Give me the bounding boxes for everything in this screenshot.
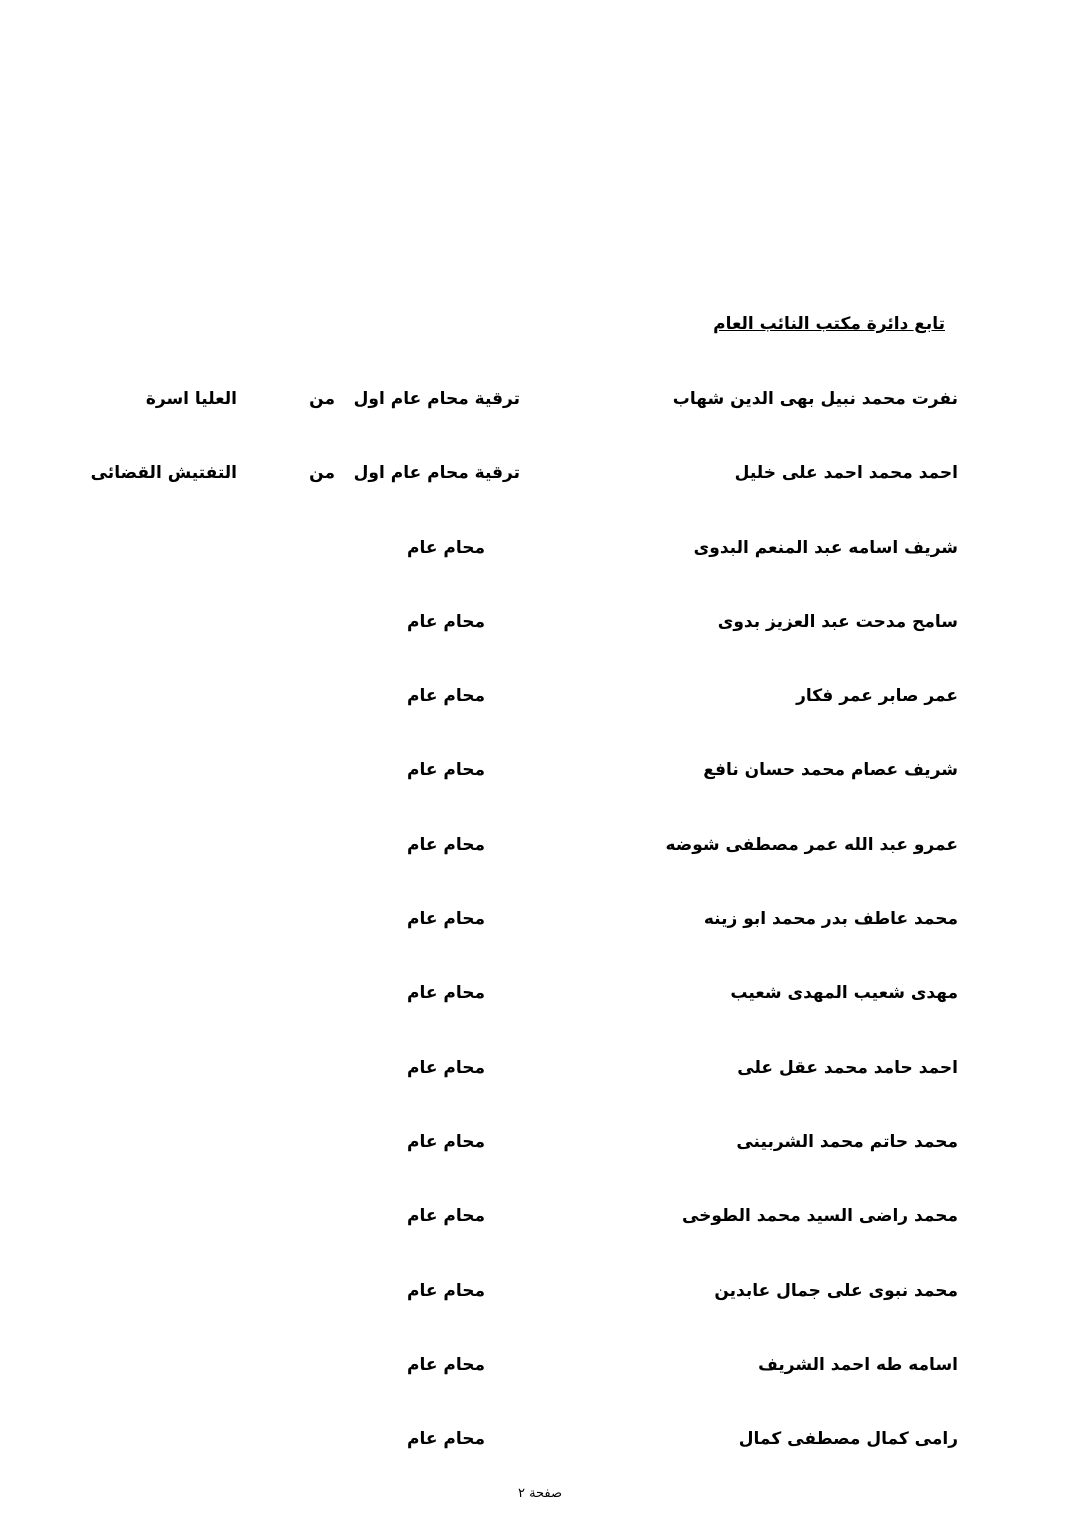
table-row: [0, 384, 1080, 414]
person-name: عمر صابر عمر فكار: [796, 686, 958, 706]
table-row: [0, 978, 1080, 1008]
position-title: محام عام: [407, 1355, 485, 1375]
position-title: محام عام: [407, 1429, 485, 1449]
person-name: عمرو عبد الله عمر مصطفى شوضه: [665, 835, 958, 855]
position-title: محام عام: [407, 983, 485, 1003]
origin-department: التفتيش القضائى: [90, 463, 237, 483]
person-name: نفرت محمد نبيل بهى الدين شهاب: [672, 389, 958, 409]
person-name: شريف اسامه عبد المنعم البدوى: [693, 538, 958, 558]
person-name: سامح مدحت عبد العزيز بدوى: [717, 612, 958, 632]
table-row: [0, 1127, 1080, 1157]
table-row: [0, 458, 1080, 488]
table-row: [0, 830, 1080, 860]
from-label: من: [309, 389, 335, 409]
page-number: صفحة ٢: [517, 1486, 563, 1501]
position-title: محام عام: [407, 760, 485, 780]
section-heading: تابع دائرة مكتب النائب العام: [713, 314, 945, 334]
position-title: محام عام: [407, 1206, 485, 1226]
table-row: [0, 1201, 1080, 1231]
person-name: محمد نبوى على جمال عابدين: [714, 1281, 958, 1301]
position-title: ترقية محام عام اول: [353, 389, 520, 409]
person-name: محمد حاتم محمد الشربينى: [736, 1132, 958, 1152]
position-title: محام عام: [407, 1281, 485, 1301]
table-row: [0, 1350, 1080, 1380]
table-row: [0, 533, 1080, 563]
person-name: شريف عصام محمد حسان نافع: [703, 760, 958, 780]
position-title: محام عام: [407, 909, 485, 929]
table-row: [0, 607, 1080, 637]
person-name: رامى كمال مصطفى كمال: [738, 1429, 958, 1449]
position-title: محام عام: [407, 835, 485, 855]
table-row: [0, 1276, 1080, 1306]
person-name: احمد حامد محمد عقل على: [737, 1058, 958, 1078]
table-row: [0, 755, 1080, 785]
position-title: محام عام: [407, 538, 485, 558]
person-name: محمد عاطف بدر محمد ابو زينه: [703, 909, 958, 929]
position-title: محام عام: [407, 1058, 485, 1078]
position-title: ترقية محام عام اول: [353, 463, 520, 483]
person-name: محمد راضى السيد محمد الطوخى: [681, 1206, 958, 1226]
table-row: [0, 1053, 1080, 1083]
origin-department: العليا اسرة: [145, 389, 237, 409]
person-name: اسامه طه احمد الشريف: [758, 1355, 958, 1375]
position-title: محام عام: [407, 612, 485, 632]
table-row: [0, 904, 1080, 934]
person-name: احمد محمد احمد على خليل: [734, 463, 958, 483]
table-row: [0, 1424, 1080, 1454]
from-label: من: [309, 463, 335, 483]
table-row: [0, 681, 1080, 711]
position-title: محام عام: [407, 686, 485, 706]
person-name: مهدى شعيب المهدى شعيب: [730, 983, 958, 1003]
position-title: محام عام: [407, 1132, 485, 1152]
